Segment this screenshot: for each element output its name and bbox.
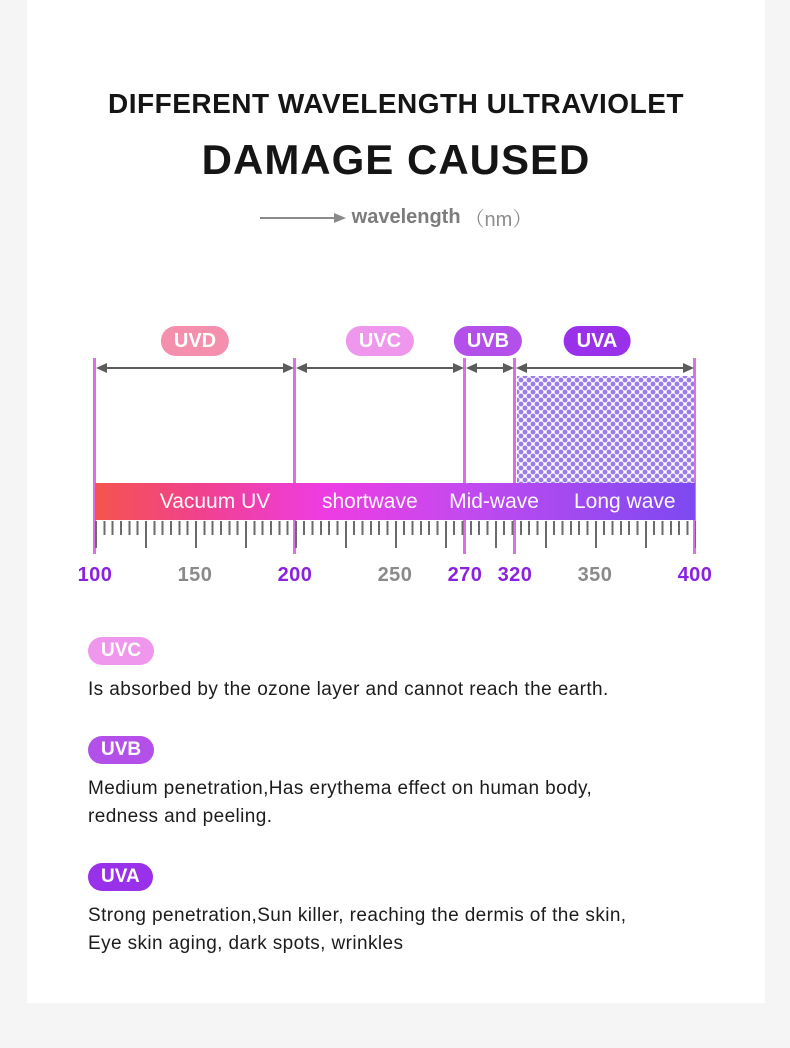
arrow-shaft bbox=[527, 367, 683, 369]
arrow-shaft bbox=[477, 367, 503, 369]
band-badge-uva: UVA bbox=[564, 326, 631, 356]
bar-label-mid-wave: Mid-wave bbox=[449, 490, 539, 513]
scale-tick-320: 320 bbox=[497, 564, 533, 586]
band-badge-uvc: UVC bbox=[346, 326, 414, 356]
wavelength-axis-caption bbox=[27, 203, 765, 232]
range-arrow-uva bbox=[516, 362, 694, 374]
band-badge-uvd: UVD bbox=[161, 326, 229, 356]
arrow-line bbox=[260, 217, 334, 219]
bar-label-vacuum-uv: Vacuum UV bbox=[159, 490, 271, 513]
arrow-shaft bbox=[107, 367, 283, 369]
wavelength-label: wavelength bbox=[351, 206, 461, 228]
section-uvb bbox=[88, 736, 728, 831]
section-uvc bbox=[88, 637, 728, 704]
section-text-uvc-line1: Is absorbed by the ozone layer and cannot reach the earth. bbox=[88, 679, 609, 700]
left-arrowhead-icon bbox=[296, 363, 307, 373]
section-badge-uva: UVA bbox=[88, 863, 153, 891]
ruler-major-ticks bbox=[95, 521, 696, 548]
left-arrowhead-icon bbox=[466, 363, 477, 373]
uva-highlight-pattern bbox=[517, 376, 694, 483]
right-arrowhead-icon bbox=[283, 363, 294, 373]
scale-tick-350: 350 bbox=[577, 564, 613, 586]
range-arrow-uvc bbox=[296, 362, 464, 374]
right-arrowhead-icon bbox=[453, 363, 464, 373]
right-arrowhead-icon bbox=[683, 363, 694, 373]
section-text-uva-line1: Strong penetration,Sun killer, reaching the dermis of the skin, bbox=[88, 905, 627, 926]
right-arrow-icon bbox=[334, 213, 346, 223]
bar-label-shortwave: shortwave bbox=[321, 490, 418, 513]
range-arrow-uvb bbox=[466, 362, 514, 374]
scale-tick-200: 200 bbox=[277, 564, 313, 586]
section-badge-uvc: UVC bbox=[88, 637, 154, 665]
band-badge-uvb: UVB bbox=[454, 326, 522, 356]
ruler bbox=[95, 521, 696, 551]
bar-label-long-wave: Long wave bbox=[574, 490, 676, 513]
page-title-line2: DAMAGE CAUSED bbox=[201, 136, 591, 183]
arrow-shaft bbox=[307, 367, 453, 369]
scale-tick-400: 400 bbox=[677, 564, 713, 586]
section-badge-uvb: UVB bbox=[88, 736, 154, 764]
right-arrowhead-icon bbox=[503, 363, 514, 373]
section-text-uvb-line1: Medium penetration,Has erythema effect on human body, bbox=[88, 778, 593, 799]
section-text-uva-line2: Eye skin aging, dark spots, wrinkles bbox=[88, 933, 404, 954]
spectrum-bar bbox=[95, 483, 695, 520]
wavelength-unit: （nm） bbox=[464, 209, 533, 231]
scale-tick-100: 100 bbox=[77, 564, 113, 586]
infographic-card bbox=[27, 0, 765, 1003]
left-arrowhead-icon bbox=[96, 363, 107, 373]
section-uva bbox=[88, 863, 728, 958]
scale-tick-150: 150 bbox=[177, 564, 213, 586]
scale-tick-250: 250 bbox=[377, 564, 413, 586]
scale-tick-270: 270 bbox=[447, 564, 483, 586]
section-text-uvb-line2: redness and peeling. bbox=[88, 806, 273, 827]
page-title-line1: DIFFERENT WAVELENGTH ULTRAVIOLET bbox=[108, 88, 684, 119]
left-arrowhead-icon bbox=[516, 363, 527, 373]
range-arrow-uvd bbox=[96, 362, 294, 374]
